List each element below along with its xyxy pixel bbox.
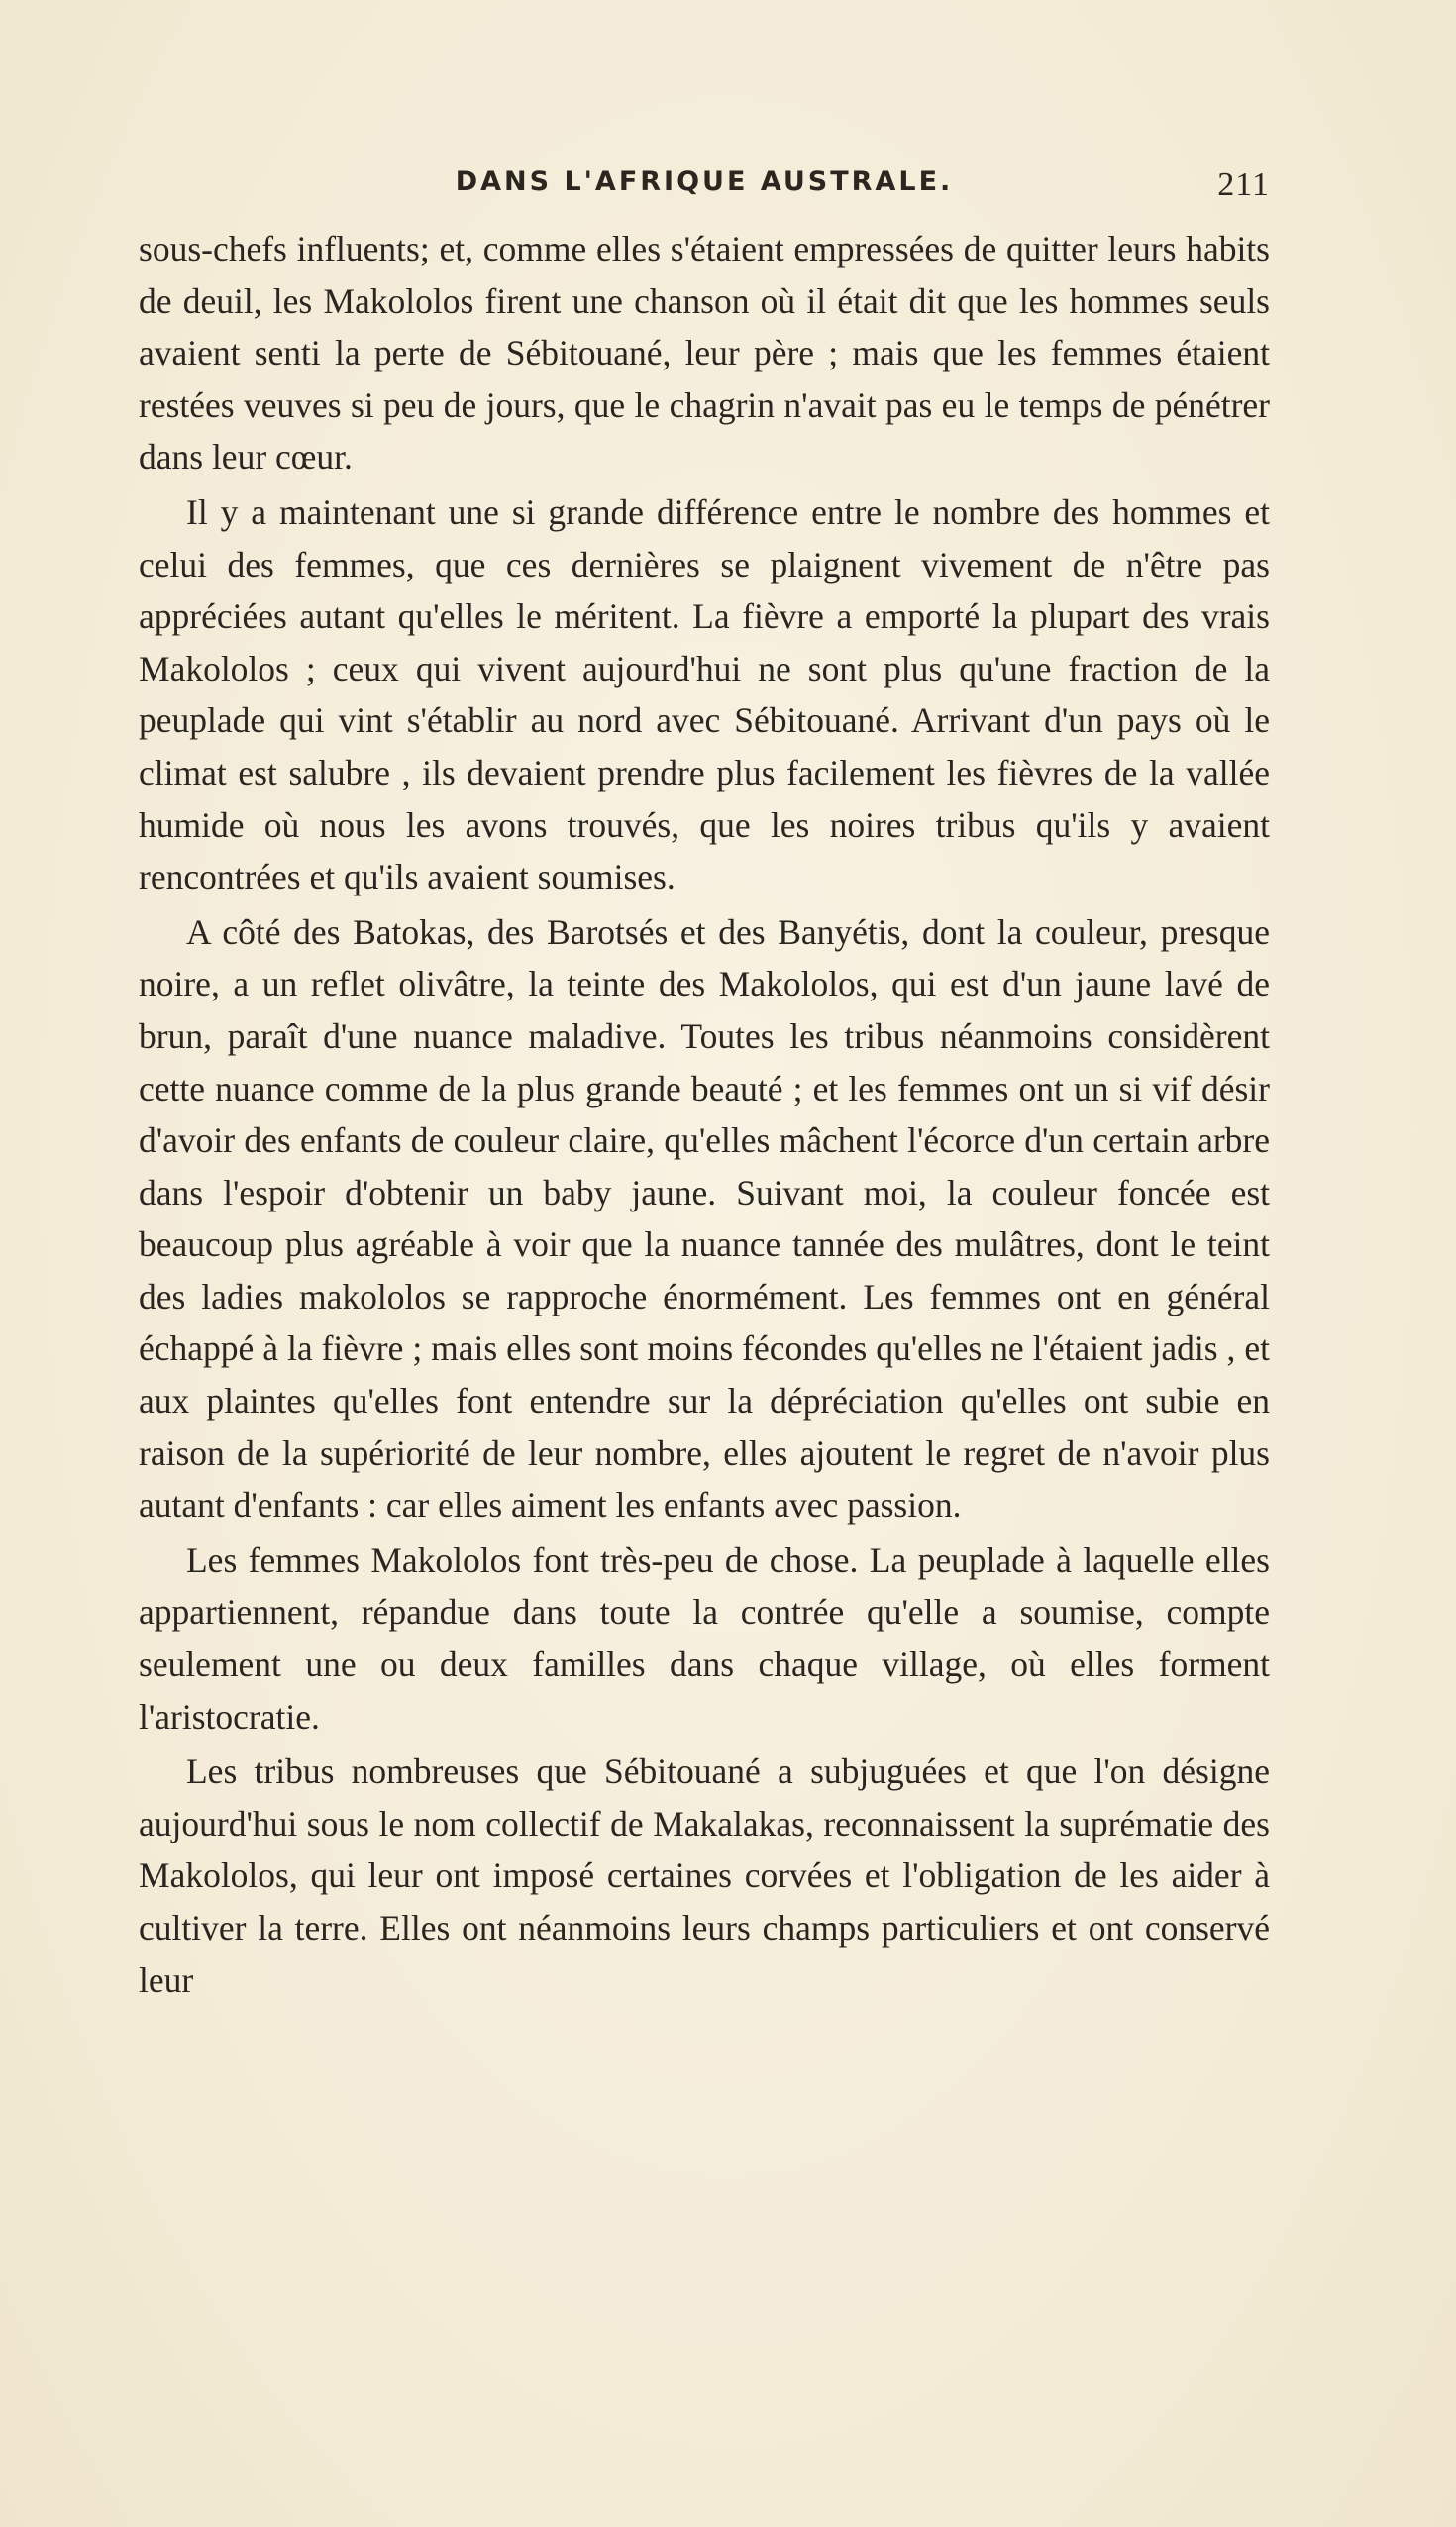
- paragraph: Les femmes Makololos font très-peu de chose. La peuplade à laquelle elles appartiennent, répandue dans toute la contrée qu'elle a soumise, compte seulement une ou deux familles dans chaque village, où elles forment l'aristocratie.: [139, 1539, 1270, 1737]
- page-number: 211: [1217, 166, 1270, 203]
- paragraph: sous-chefs influents; et, comme elles s'étaient empressées de quitter leurs habits de deuil, les Makololos firent une chanson où il était dit que les hommes seuls avaient senti la perte de Sébitouané, leur père ; mais que les femmes étaient restées veuves si peu de jours, que le chagrin n'avait pas eu le temps de pénétrer dans leur cœur.: [139, 229, 1270, 477]
- body-text: [139, 223, 1270, 2009]
- running-title: DANS L'AFRIQUE AUSTRALE.: [455, 166, 954, 197]
- running-head: [139, 166, 1270, 216]
- paragraph: Il y a maintenant une si grande différence entre le nombre des hommes et celui des femmes, que ces dernières se plaignent vivement de n'être pas appréciées autant qu'elles le méritent. La fièvre a emporté la plupart des vrais Makololos ; ceux qui vivent aujourd'hui ne sont plus qu'une fraction de la peuplade qui vint s'établir au nord avec Sébitouané. Arrivant d'un pays où le climat est salubre , ils devaient prendre plus facilement les fièvres de la vallée humide où nous les avons trouvés, que les noires tribus qu'ils y avaient rencontrées et qu'ils avaient soumises.: [139, 491, 1270, 897]
- paragraph: A côté des Batokas, des Barotsés et des Banyétis, dont la couleur, presque noire, a un reflet olivâtre, la teinte des Makololos, qui est d'un jaune lavé de brun, paraît d'une nuance maladive. Toutes les tribus néanmoins considèrent cette nuance comme de la plus grande beauté ; et les femmes ont un si vif désir d'avoir des enfants de couleur claire, qu'elles mâchent l'écorce d'un certain arbre dans l'espoir d'obtenir un baby jaune. Suivant moi, la couleur foncée est beaucoup plus agréable à voir que la nuance tannée des mulâtres, dont le teint des ladies makololos se rapproche énormément. Les femmes ont en général échappé à la fièvre ; mais elles sont moins fécondes qu'elles ne l'étaient jadis , et aux plaintes qu'elles font entendre sur la dépréciation qu'elles ont subie en raison de la supériorité de leur nombre, elles ajoutent le regret de n'avoir plus autant d'enfants : car elles aiment les enfants avec passion.: [139, 911, 1270, 1526]
- paragraph: Les tribus nombreuses que Sébitouané a subjuguées et que l'on désigne aujourd'hui sous le nom collectif de Makalakas, reconnaissent la suprématie des Makololos, qui leur ont imposé certaines corvées et l'obligation de les aider à cultiver la terre. Elles ont néanmoins leurs champs particuliers et ont conservé leur: [139, 1751, 1270, 2000]
